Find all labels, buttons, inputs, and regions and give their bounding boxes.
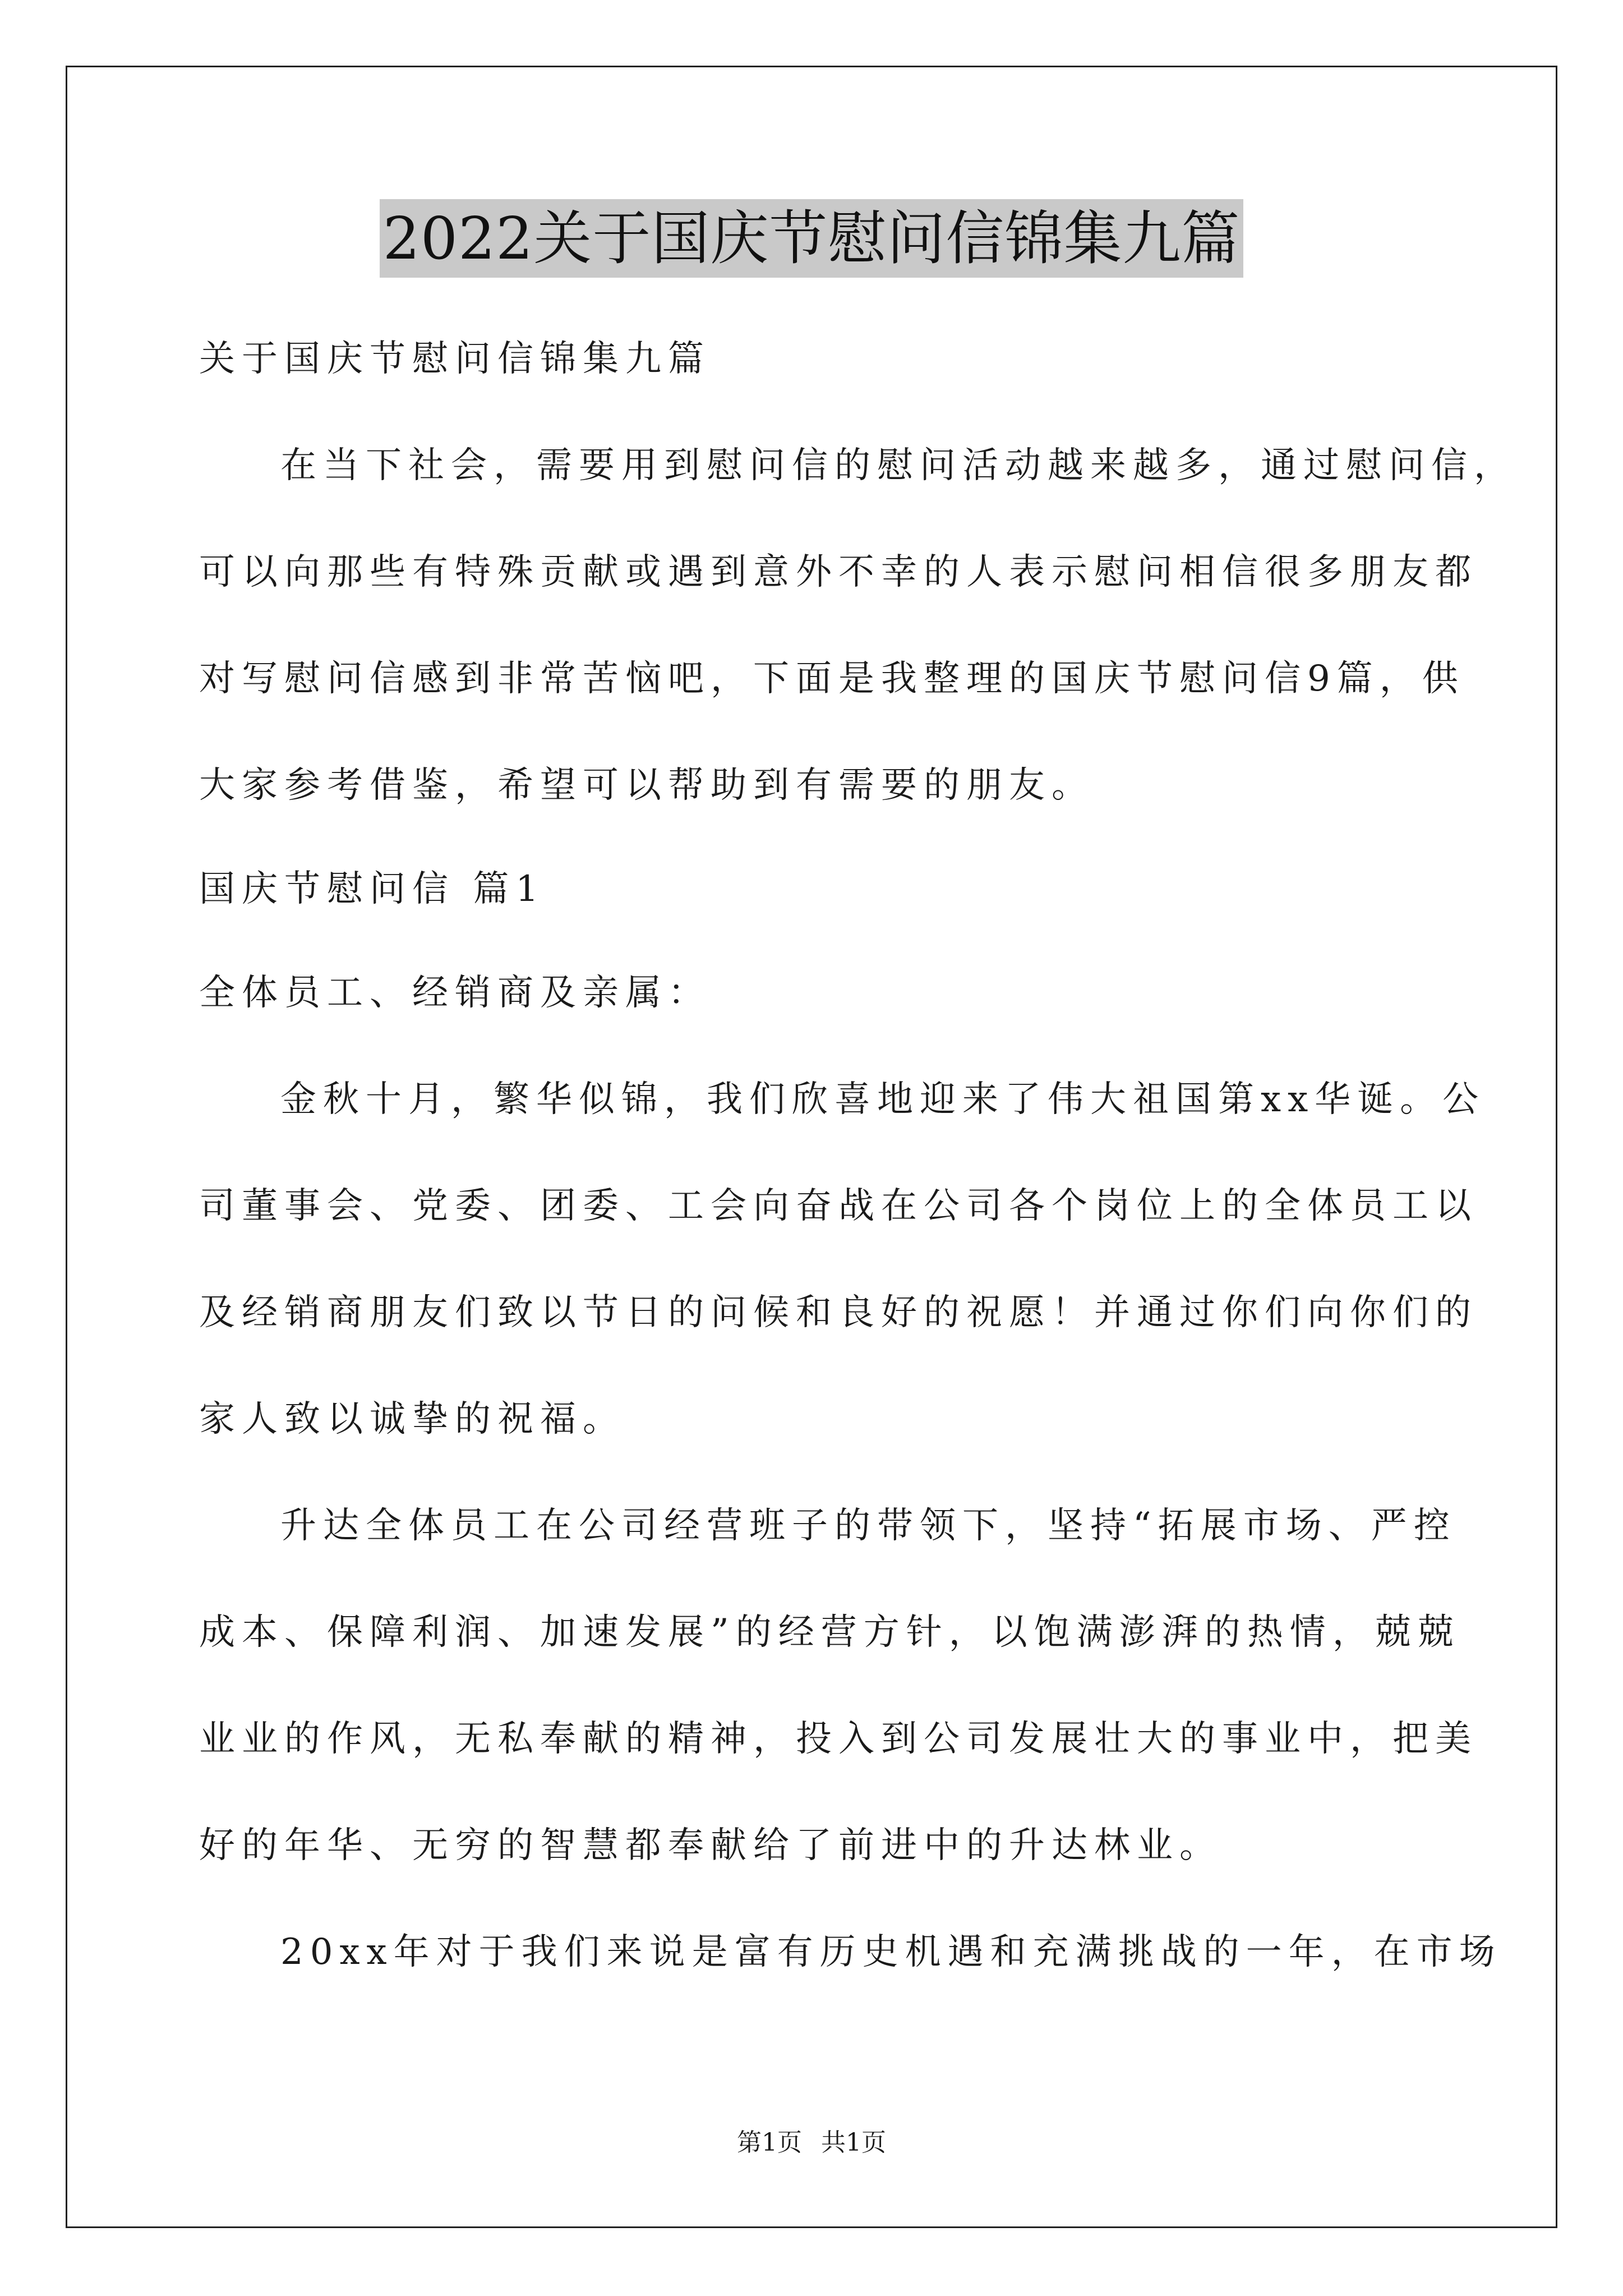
paragraph-line: 大家参考借鉴，希望可以帮助到有需要的朋友。: [199, 765, 1094, 806]
paragraph-line: 好的年华、无穷的智慧都奉献给了前进中的升达林业。: [199, 1825, 1222, 1866]
paragraph-line: 业业的作风，无私奉献的精神，投入到公司发展壮大的事业中，把美: [199, 1718, 1478, 1760]
salutation-line: 全体员工、经销商及亲属：: [199, 972, 711, 1014]
paragraph-line: 及经销商朋友们致以节日的问候和良好的祝愿！并通过你们向你们的: [199, 1292, 1478, 1333]
page-border: [66, 66, 1557, 2228]
section-heading: 国庆节慰问信 篇1: [199, 868, 546, 910]
title-container: [0, 199, 1623, 278]
paragraph-line: 20xx年对于我们来说是富有历史机遇和充满挑战的一年，在市场: [280, 1931, 1502, 1973]
page-footer: [0, 2126, 1623, 2160]
paragraph-line: 司董事会、党委、团委、工会向奋战在公司各个岗位上的全体员工以: [199, 1185, 1478, 1227]
paragraph-line: 金秋十月，繁华似锦，我们欣喜地迎来了伟大祖国第xx华诞。公: [280, 1079, 1486, 1120]
paragraph-line: 家人致以诚挚的祝福。: [199, 1398, 625, 1440]
paragraph-line: 在当下社会，需要用到慰问信的慰问活动越来越多，通过慰问信，: [280, 445, 1516, 486]
paragraph-line: 可以向那些有特殊贡献或遇到意外不幸的人表示慰问相信很多朋友都: [199, 551, 1478, 593]
paragraph-line: 升达全体员工在公司经营班子的带领下，坚持“拓展市场、严控: [280, 1505, 1456, 1547]
paragraph-line: 成本、保障利润、加速发展”的经营方针，以饱满澎湃的热情，兢兢: [199, 1612, 1460, 1653]
paragraph-line: 对写慰问信感到非常苦恼吧，下面是我整理的国庆节慰问信9篇，供: [199, 658, 1465, 700]
document-title: 2022关于国庆节慰问信锦集九篇: [380, 199, 1244, 278]
subtitle-line: 关于国庆节慰问信锦集九篇: [199, 338, 711, 380]
page-number: 第1页: [737, 2128, 802, 2157]
page-total: 共1页: [821, 2128, 886, 2157]
